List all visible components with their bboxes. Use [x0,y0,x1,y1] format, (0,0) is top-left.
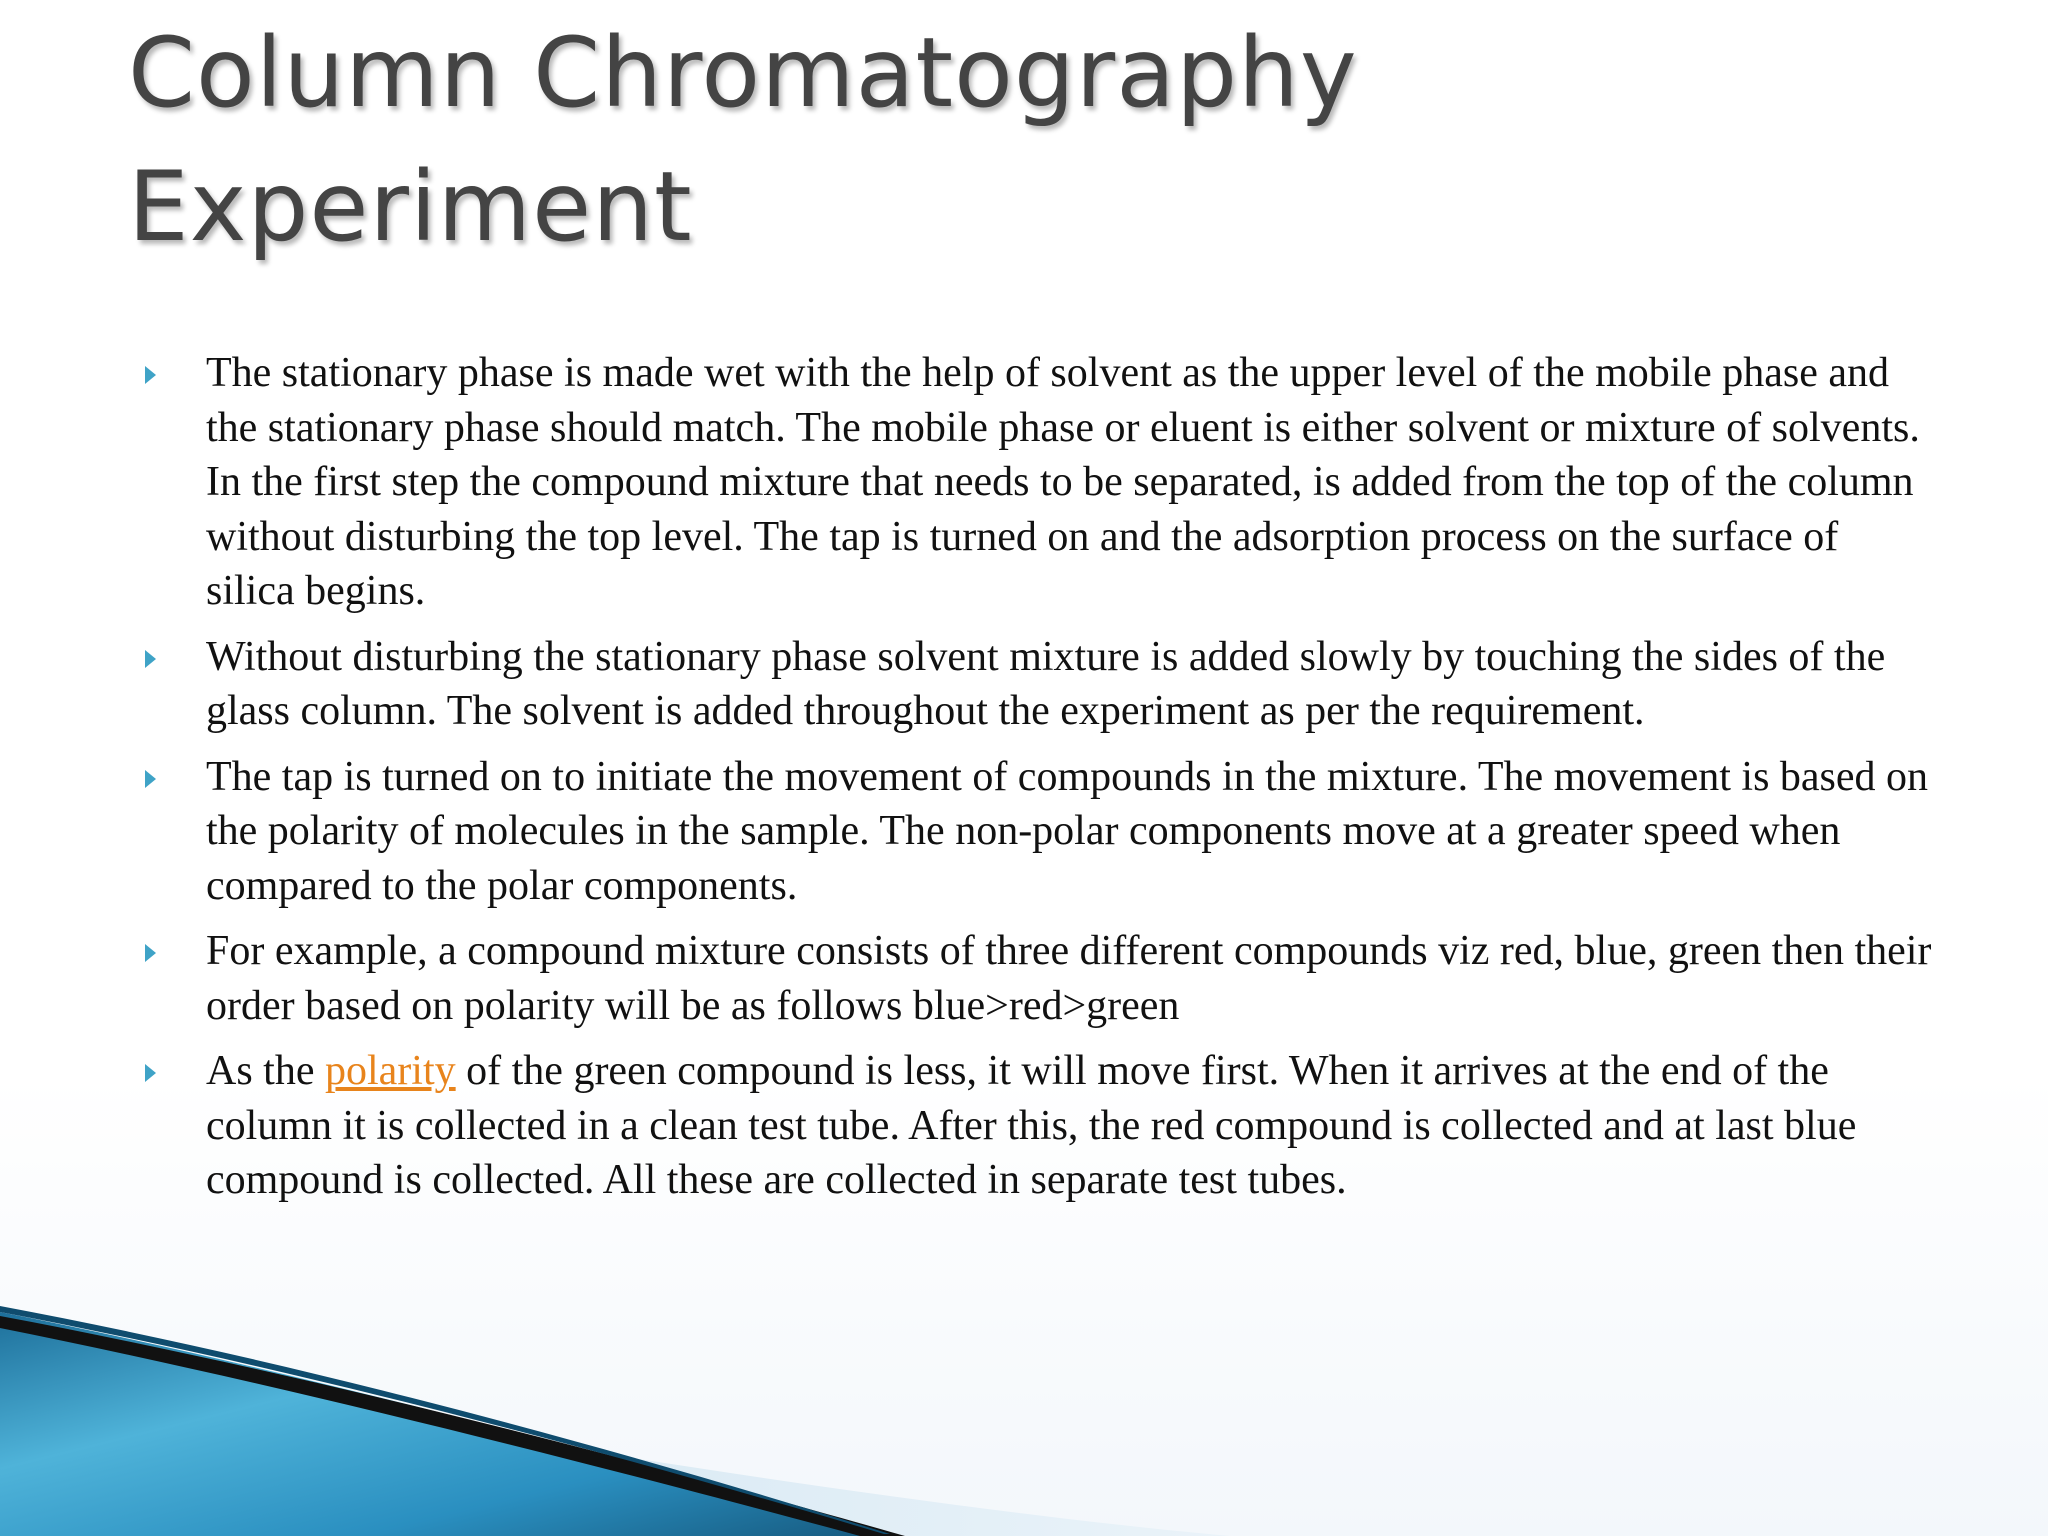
bullet-item-1 [145,346,1935,619]
slide-title [128,6,1928,274]
bullet-item-2 [145,630,1935,739]
bullet-list [145,346,1935,1219]
triangle-right-icon [145,650,156,668]
slide-title-line-1: Column Chromatography [128,17,1358,129]
decorative-swoosh [0,1276,2048,1536]
bullet-text-5-before: As the [206,1048,325,1094]
bullet-item-4 [145,924,1935,1033]
slide-title-line-2: Experiment [128,151,693,263]
bullet-text-5-after: of the green compound is less, it will move first. When it arrives at the end of the column it is collected in a clean test tube. After this, the red compound is collected and at last blue compound is collected. All these are collected in separate test tubes. [206,1048,1857,1203]
bullet-text-1: The stationary phase is made wet with the help of solvent as the upper level of the mobile phase and the stationary phase should match. The mobile phase or eluent is either solvent or mixture of solvents. In the first step the compound mixture that needs to be separated, is added from the top of the column without disturbing the top level. The tap is turned on and the adsorption process on the surface of silica begins. [206,350,1920,614]
triangle-right-icon [145,770,156,788]
polarity-link[interactable]: polarity [325,1048,456,1094]
bullet-item-3 [145,750,1935,914]
bullet-text-3: The tap is turned on to initiate the movement of compounds in the mixture. The movement is based on the polarity of molecules in the sample. The non-polar components move at a greater speed when compared to the polar components. [206,753,1929,909]
bullet-text-2: Without disturbing the stationary phase solvent mixture is added slowly by touching the sides of the glass column. The solvent is added throughout the experiment as per the requirement. [206,633,1886,734]
bullet-item-5 [145,1044,1935,1208]
bullet-text-4: For example, a compound mixture consists of three different compounds viz red, blue, green then their order based on polarity will be as follows blue>red>green [206,928,1932,1029]
triangle-right-icon [145,366,156,384]
triangle-right-icon [145,944,156,962]
triangle-right-icon [145,1064,156,1082]
